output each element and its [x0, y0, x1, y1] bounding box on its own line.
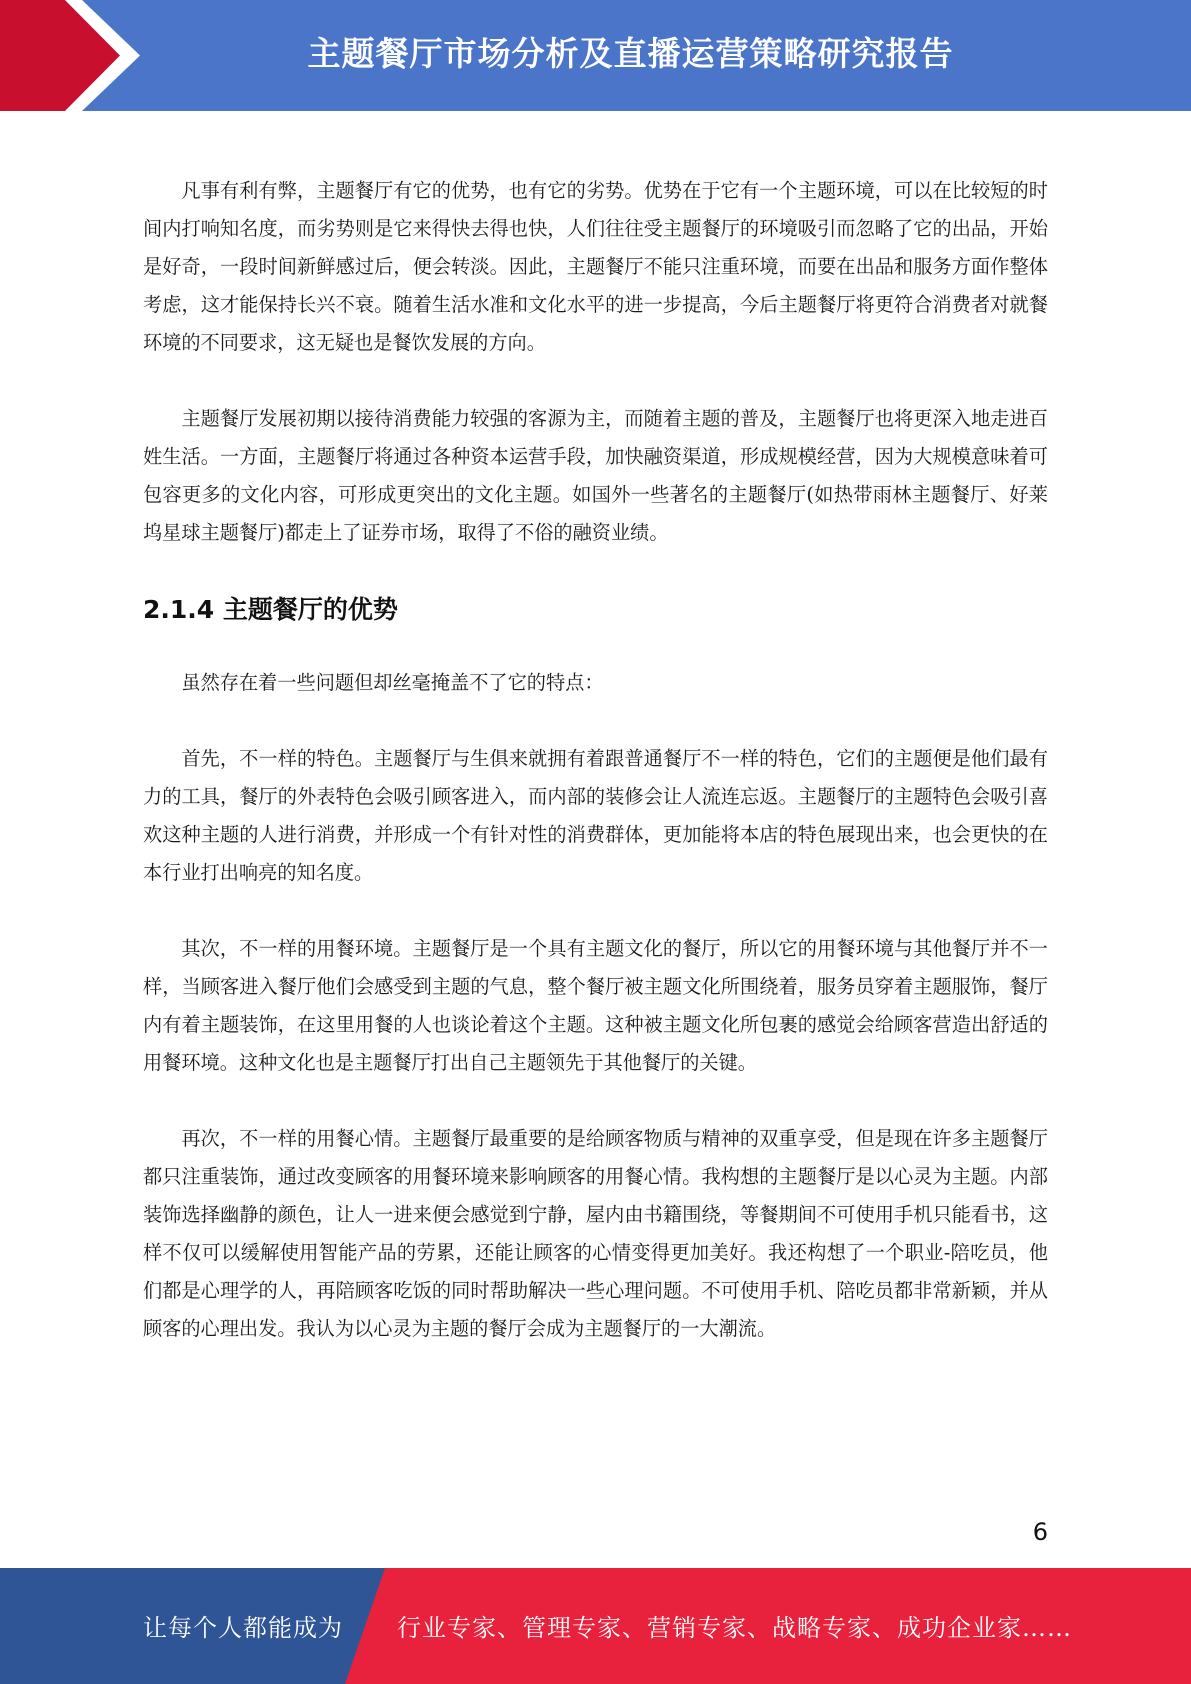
paragraph: 主题餐厅发展初期以接待消费能力较强的客源为主，而随着主题的普及，主题餐厅也将更深入地走进百姓生活。一方面，主题餐厅将通过各种资本运营手段，加快融资渠道，形成规模经营，因为大规模意味着可包容更多的文化内容，可形成更突出的文化主题。如国外一些著名的主题餐厅(如热带雨林主题餐厅、好莱坞星球主题餐厅)都走上了证券市场，取得了不俗的融资业绩。	[143, 407, 1048, 544]
page-number: 6	[1032, 1518, 1048, 1546]
paragraph: 其次，不一样的用餐环境。主题餐厅是一个具有主题文化的餐厅，所以它的用餐环境与其他餐厅并不一样，当顾客进入餐厅他们会感受到主题的气息，整个餐厅被主题文化所围绕着，服务员穿着主题服饰，餐厅内有着主题装饰，在这里用餐的人也谈论着这个主题。这种被主题文化所包裹的感觉会给顾客营造出舒适的用餐环境。这种文化也是主题餐厅打出自己主题领先于其他餐厅的关键。	[143, 937, 1048, 1074]
page-header	[0, 0, 1191, 111]
document-body	[143, 172, 1048, 1386]
footer-slogan-right: 行业专家、管理专家、营销专家、战略专家、成功企业家……	[397, 1614, 1072, 1642]
paragraph: 首先，不一样的特色。主题餐厅与生俱来就拥有着跟普通餐厅不一样的特色，它们的主题便是他们最有力的工具，餐厅的外表特色会吸引顾客进入，而内部的装修会让人流连忘返。主题餐厅的主题特色会吸引喜欢这种主题的人进行消费，并形成一个有针对性的消费群体，更加能将本店的特色展现出来，也会更快的在本行业打出响亮的知名度。	[143, 747, 1048, 884]
footer-slogan-left: 让每个人都能成为	[143, 1614, 343, 1642]
paragraph: 虽然存在着一些问题但却丝毫掩盖不了它的特点：	[181, 671, 604, 694]
section-heading: 2.1.4 主题餐厅的优势	[143, 595, 398, 624]
document-title: 主题餐厅市场分析及直播运营策略研究报告	[307, 34, 954, 73]
paragraph: 凡事有利有弊，主题餐厅有它的优势，也有它的劣势。优势在于它有一个主题环境，可以在比较短的时间内打响知名度，而劣势则是它来得快去得也快，人们往往受主题餐厅的环境吸引而忽略了它的出品，开始是好奇，一段时间新鲜感过后，便会转淡。因此，主题餐厅不能只注重环境，而要在出品和服务方面作整体考虑，这才能保持长兴不衰。随着生活水准和文化水平的进一步提高，今后主题餐厅将更符合消费者对就餐环境的不同要求，这无疑也是餐饮发展的方向。	[143, 179, 1048, 354]
paragraph: 再次，不一样的用餐心情。主题餐厅最重要的是给顾客物质与精神的双重享受，但是现在许多主题餐厅都只注重装饰，通过改变顾客的用餐环境来影响顾客的用餐心情。我构想的主题餐厅是以心灵为主题。内部装饰选择幽静的颜色，让人一进来便会感觉到宁静，屋内由书籍围绕，等餐期间不可使用手机只能看书，这样不仅可以缓解使用智能产品的劳累，还能让顾客的心情变得更加美好。我还构想了一个职业-陪吃员，他们都是心理学的人，再陪顾客吃饭的同时帮助解决一些心理问题。不可使用手机、陪吃员都非常新颖，并从顾客的心理出发。我认为以心灵为主题的餐厅会成为主题餐厅的一大潮流。	[143, 1127, 1048, 1340]
page-footer	[0, 1568, 1191, 1684]
